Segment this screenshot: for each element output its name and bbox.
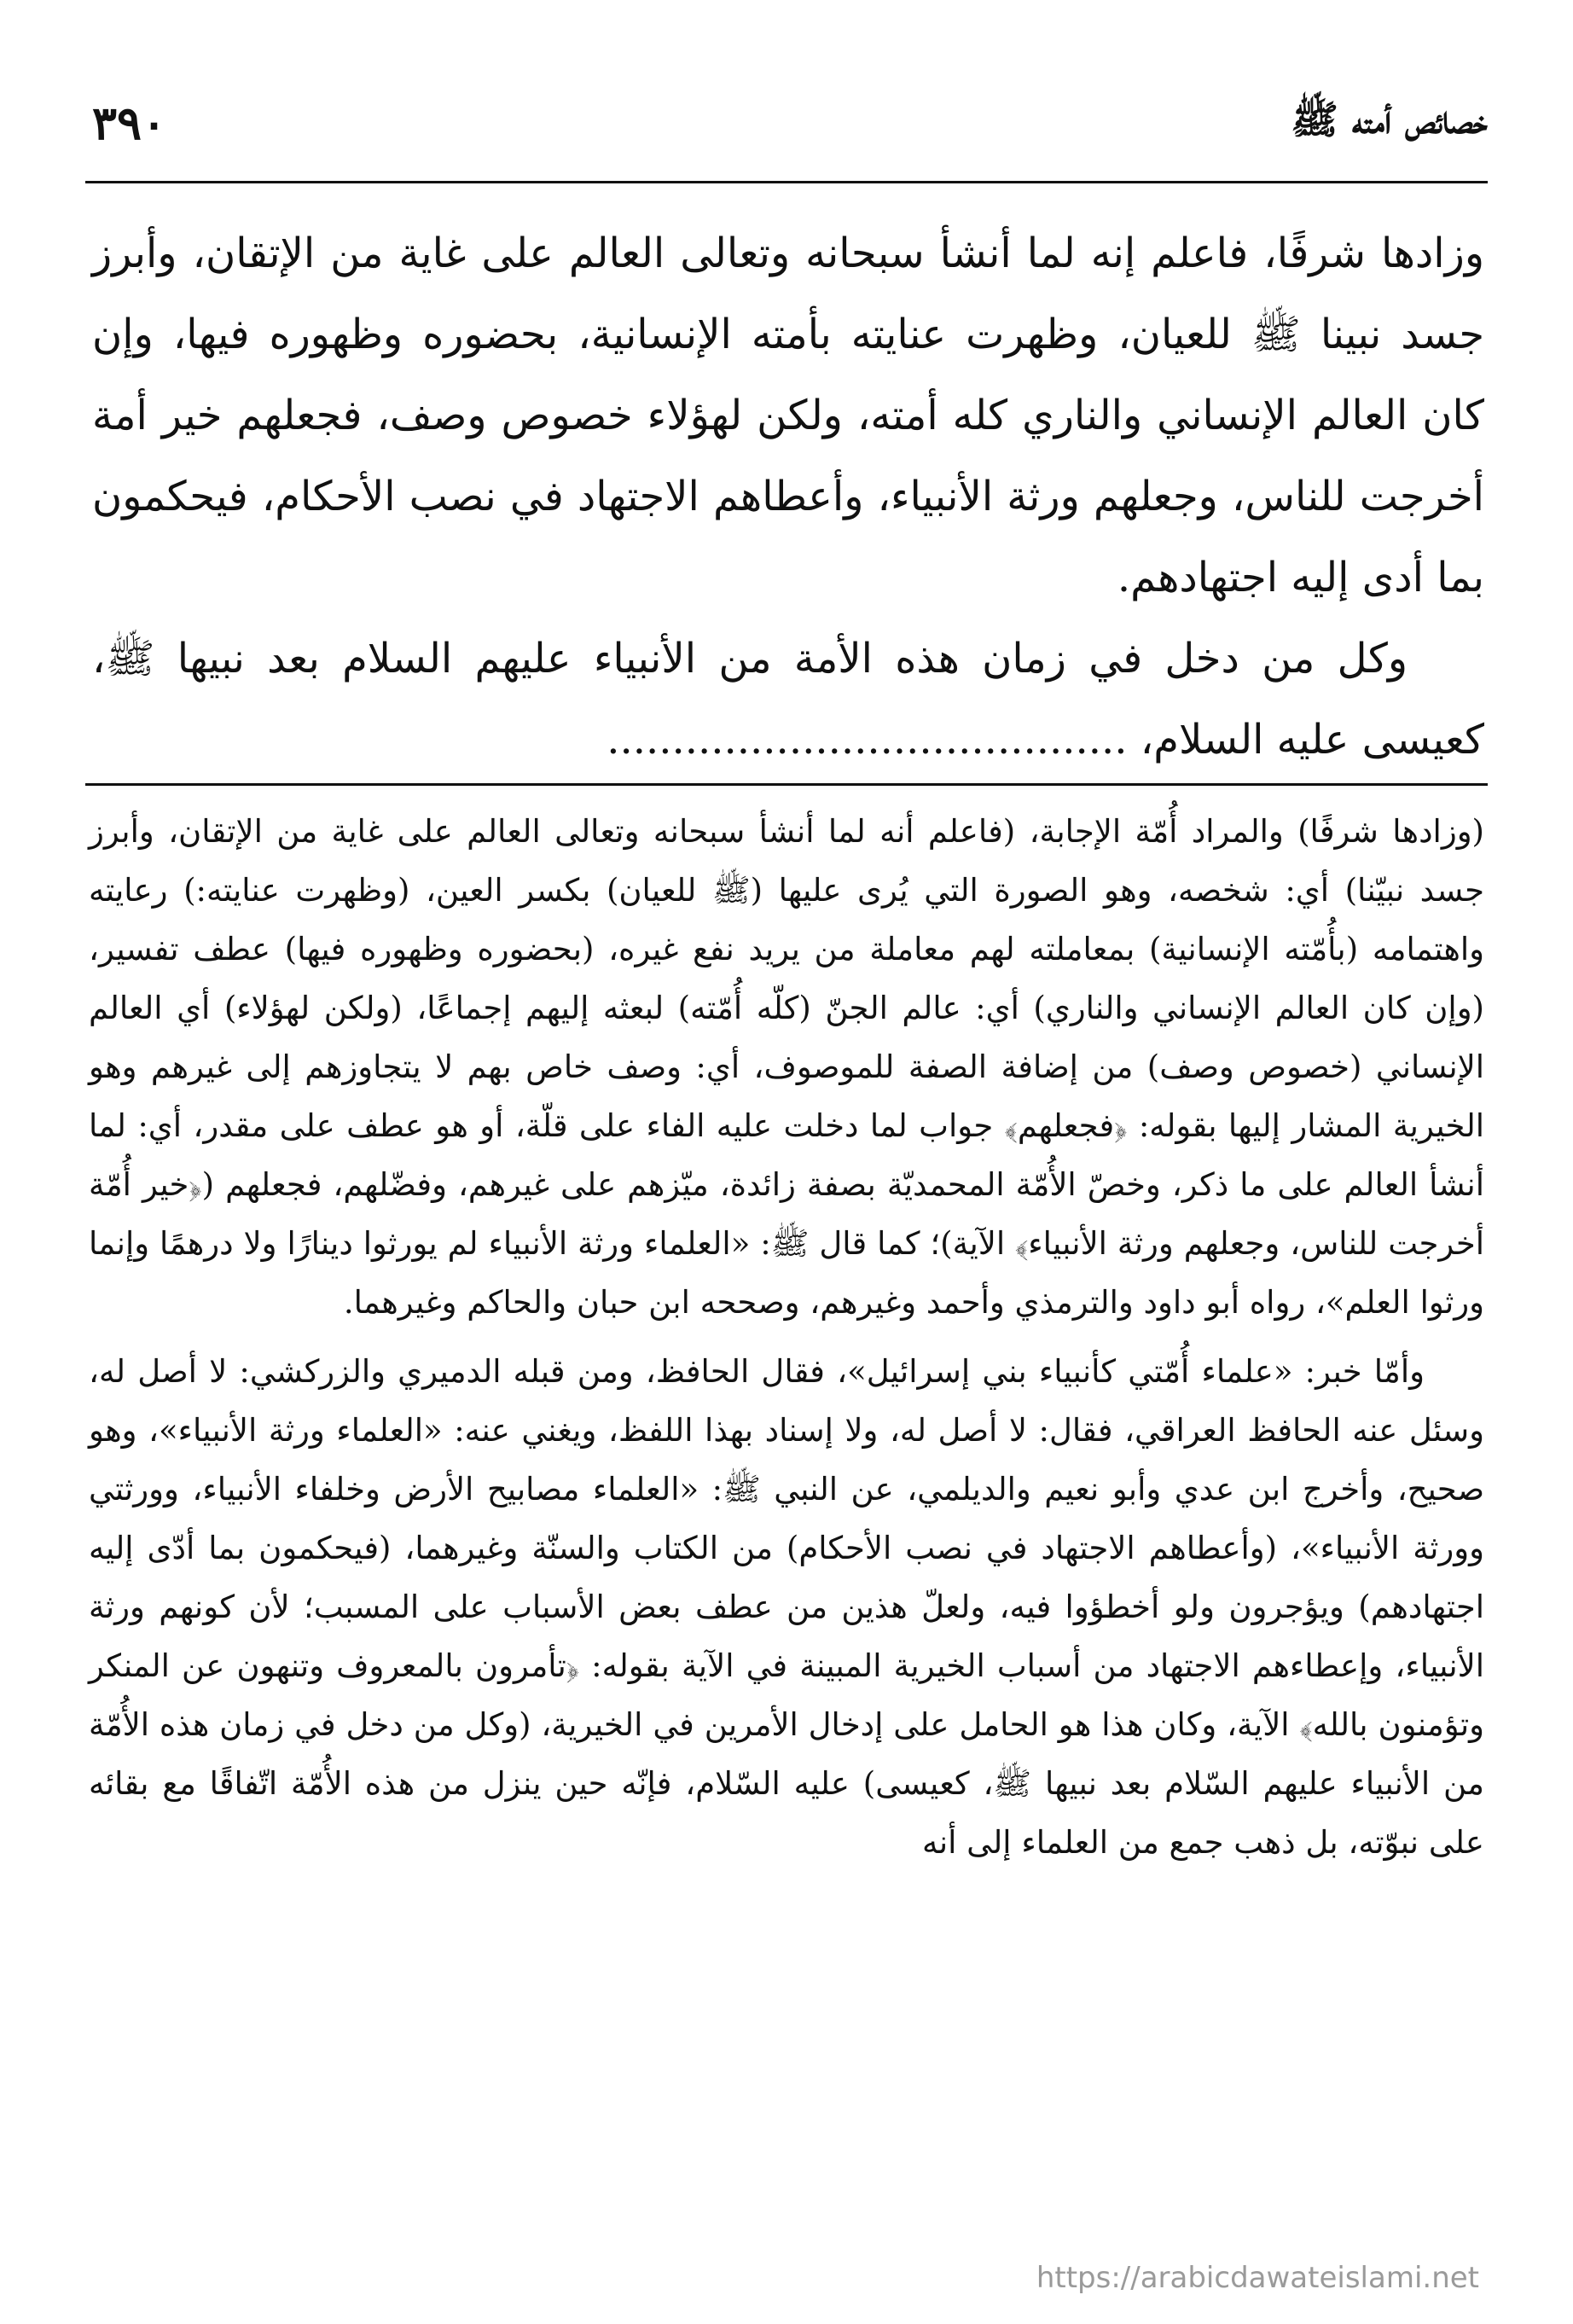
- running-title: خصائص أمته ﷺ: [1291, 96, 1488, 142]
- main-text: [92, 213, 1484, 781]
- commentary-paragraph-2: وأمّا خبر: «علماء أُمّتي كأنبياء بني إسرائيل»، فقال الحافظ، ومن قبله الدميري والزركشي: لا أصل له، وسئل عنه الحافظ العراقي، فقال: لا أصل له، ولا إسناد بهذا اللفظ، ويغني عنه: «العلماء ورثة الأنبياء»، وهو صحيح، وأخرج ابن عدي وأبو نعيم والديلمي، عن النبي ﷺ: «العلماء مصابيح الأرض وخلفاء الأنبياء، وورثتي وورثة الأنبياء»، (وأعطاهم الاجتهاد في نصب الأحكام) من الكتاب والسنّة وغيرهما، (فيحكمون بما أدّى إليه اجتهادهم) ويؤجرون ولو أخطؤوا فيه، ولعلّ هذين من عطف بعض الأسباب على المسبب؛ لأن كونهم ورثة الأنبياء، وإعطاءهم الاجتهاد من أسباب الخيرية المبينة في الآية بقوله: ﴿تأمرون بالمعروف وتنهون عن المنكر وتؤمنون بالله﴾ الآية، وكان هذا هو الحامل على إدخال الأمرين في الخيرية، (وكل من دخل في زمان هذه الأُمّة من الأنبياء عليهم السّلام بعد نبيها ﷺ، كعيسى) عليه السّلام، فإنّه حين ينزل من هذه الأُمّة اتّفاقًا مع بقائه على نبوّته، بل ذهب جمع من العلماء إلى أنه: [89, 1353, 1484, 1861]
- main-paragraph-1: وزادها شرفًا، فاعلم إنه لما أنشأ سبحانه وتعالى العالم على غاية من الإتقان، وأبرز جسد نبينا ﷺ للعيان، وظهرت عنايته بأمته الإنسانية، بحضوره وظهوره فيها، وإن كان العالم الإنساني والناري كله أمته، ولكن لهؤلاء خصوص وصف، فجعلهم خير أمة أخرجت للناس، وجعلهم ورثة الأنبياء، وأعطاهم الاجتهاد في نصب الأحكام، فيحكمون بما أدى إليه اجتهادهم.: [92, 229, 1484, 601]
- header-divider: [85, 181, 1488, 183]
- main-paragraph-2: [92, 619, 1484, 781]
- watermark-url: https://arabicdawateislami.net: [1036, 2261, 1479, 2295]
- commentary-divider: [85, 783, 1488, 786]
- commentary-paragraph-1: (وزادها شرفًا) والمراد أُمّة الإجابة، (فاعلم أنه لما أنشأ سبحانه وتعالى العالم على غاية من الإتقان، وأبرز جسد نبيّنا) أي: شخصه، وهو الصورة التي يُرى عليها (ﷺ للعيان) بكسر العين، (وظهرت عنايته:) رعايته واهتمامه (بأُمّته الإنسانية) بمعاملته لهم معاملة من يريد نفع غيره، (بحضوره وظهوره فيها) عطف تفسير، (وإن كان العالم الإنساني والناري) أي: عالم الجنّ (كلّه أُمّته) لبعثه إليهم إجماعًا، (ولكن لهؤلاء) أي العالم الإنساني (خصوص وصف) من إضافة الصفة للموصوف، أي: وصف خاص بهم لا يتجاوزهم إلى غيرهم وهو الخيرية المشار إليها بقوله: ﴿فجعلهم﴾ جواب لما دخلت عليه الفاء على قلّة، أو هو عطف على مقدر، أي: لما أنشأ العالم على ما ذكر، وخصّ الأُمّة المحمديّة بصفة زائدة، ميّزهم على غيرهم، وفضّلهم، فجعلهم (﴿خير أُمّة أخرجت للناس، وجعلهم ورثة الأنبياء﴾ الآية)؛ كما قال ﷺ: «العلماء ورثة الأنبياء لم يورثوا دينارًا ولا درهمًا وإنما ورثوا العلم»، رواه أبو داود والترمذي وأحمد وغيرهم، وصححه ابن حبان والحاكم وغيرهما.: [89, 813, 1484, 1321]
- page-header: [92, 96, 1488, 164]
- ellipsis: ........................................: [607, 716, 1128, 764]
- page-number: ٣٩٠: [92, 96, 167, 150]
- main-paragraph-2-text: وكل من دخل في زمان هذه الأمة من الأنبياء عليهم السلام بعد نبيها ﷺ، كعيسى عليه السلام،: [92, 635, 1484, 764]
- commentary: [89, 802, 1484, 1872]
